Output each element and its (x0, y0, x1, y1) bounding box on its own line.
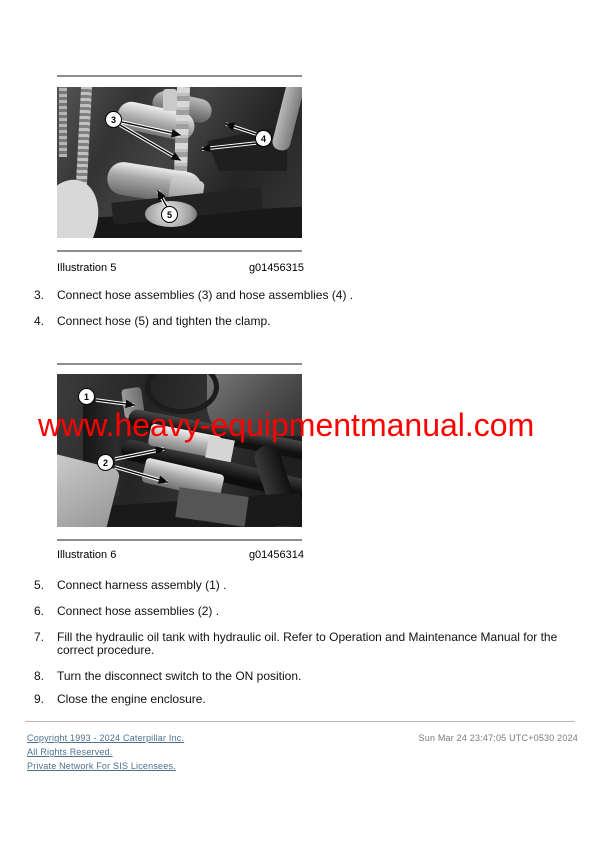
figure-caption: Illustration 5 (57, 262, 117, 274)
figure-ref: g01456315 (248, 262, 304, 274)
step-number: 7. (34, 630, 45, 644)
illustration-5-photo (57, 87, 302, 238)
sis-licensees-link[interactable]: Private Network For SIS Licensees. (27, 761, 176, 771)
illustration-5-caption-row (57, 262, 304, 274)
illustration-6-caption-row (57, 549, 304, 561)
step-number: 3. (34, 288, 45, 302)
callout-badge-1 (78, 388, 95, 405)
callout-arrows (57, 87, 302, 238)
step-item-8 (34, 670, 562, 683)
step-text: Connect hose (5) and tighten the clamp. (57, 314, 271, 328)
illustration-6-top-rule (57, 363, 302, 365)
step-item-3 (34, 289, 562, 302)
illustration-5-top-rule (57, 75, 302, 77)
callout-label: 2 (102, 457, 108, 468)
callout-label: 3 (110, 114, 116, 125)
step-number: 4. (34, 314, 45, 328)
rights-reserved-link[interactable]: All Rights Reserved. (27, 747, 113, 757)
step-text: Connect hose assemblies (2) . (57, 604, 220, 618)
callout-badge-3 (105, 111, 122, 128)
illustration-6-photo (57, 374, 302, 527)
step-text: Turn the disconnect switch to the ON position. (57, 669, 302, 683)
step-number: 5. (34, 578, 45, 592)
footer-divider (25, 721, 575, 722)
callout-label: 5 (166, 209, 172, 220)
step-item-9 (34, 693, 562, 706)
callout-label: 4 (260, 133, 266, 144)
step-number: 9. (34, 692, 45, 706)
illustration-6-bottom-rule (57, 539, 302, 541)
callout-badge-2 (97, 454, 114, 471)
copyright-link[interactable]: Copyright 1993 - 2024 Caterpillar Inc. (27, 733, 185, 743)
callout-badge-5 (161, 206, 178, 223)
illustration-5-bottom-rule (57, 250, 302, 252)
step-text: Close the engine enclosure. (57, 692, 206, 706)
footer-timestamp: Sun Mar 24 23:47:05 UTC+0530 2024 (418, 733, 578, 743)
step-item-4 (34, 315, 562, 328)
callout-label: 1 (83, 391, 89, 402)
step-number: 6. (34, 604, 45, 618)
step-text: Connect hose assemblies (3) and hose assemblies (4) . (57, 288, 354, 302)
figure-caption: Illustration 6 (57, 549, 117, 561)
step-item-5 (34, 579, 562, 592)
step-number: 8. (34, 669, 45, 683)
step-text: Fill the hydraulic oil tank with hydraulic oil. Refer to Operation and Maintenance Manual for the correct procedure. (57, 630, 558, 657)
callout-badge-4 (255, 130, 272, 147)
figure-ref: g01456314 (248, 549, 304, 561)
step-item-6 (34, 605, 562, 618)
footer-links (27, 731, 184, 773)
step-text: Connect harness assembly (1) . (57, 578, 227, 592)
watermark-text: www.heavy-equipmentmanual.com (38, 407, 535, 443)
step-item-7 (34, 631, 562, 657)
